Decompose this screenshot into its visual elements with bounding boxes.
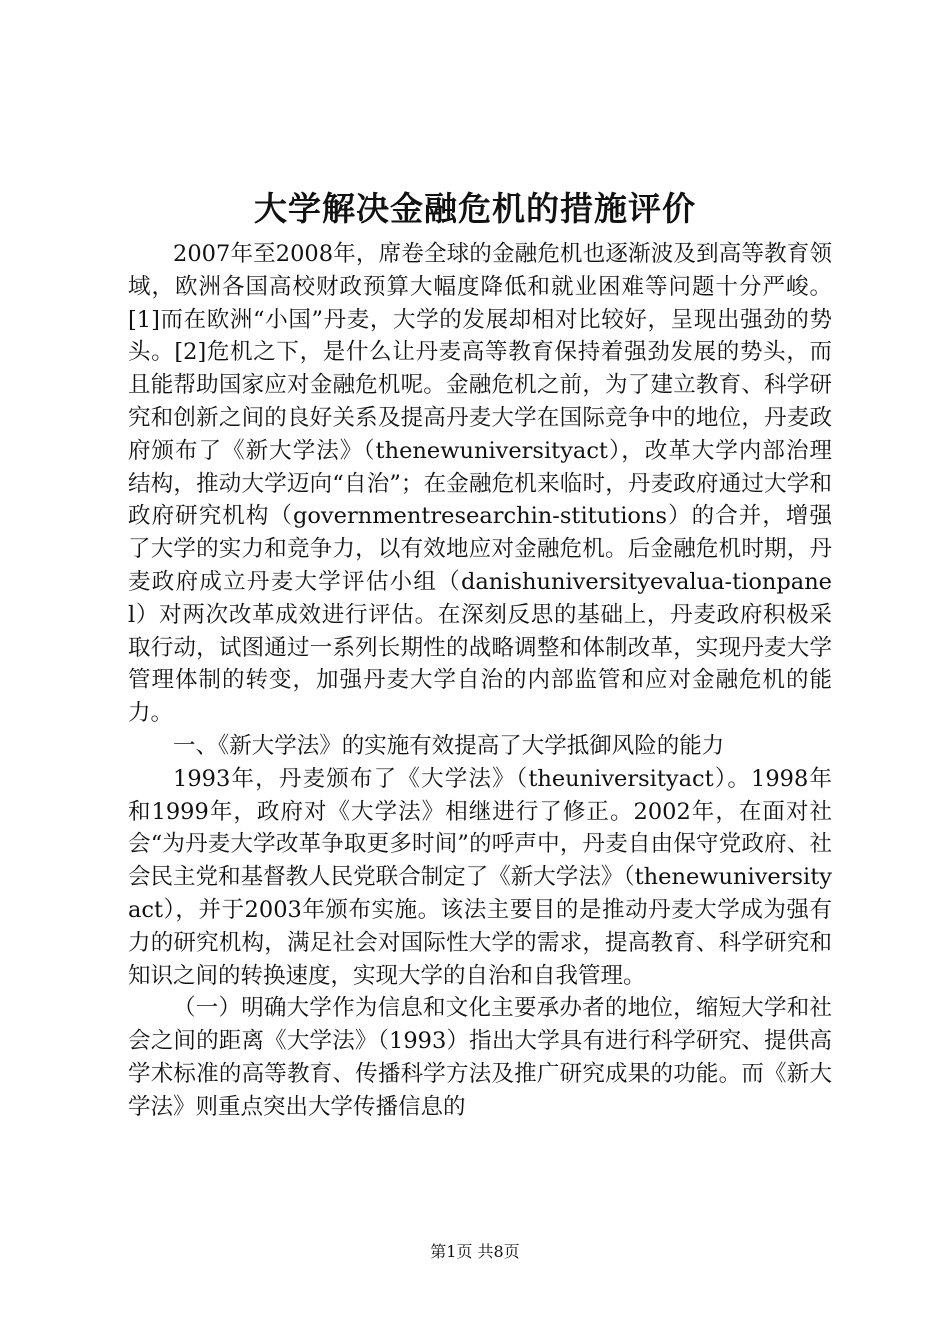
- section-paragraph: 1993年，丹麦颁布了《大学法》（theuniversityact）。1998年和1999年，政府对《大学法》相继进行了修正。2002年，在面对社会“为丹麦大学改革争取更多时间”的呼声中，丹麦自由保守党政府、社会民主党和基督教人民党联合制定了《新大学法》（thenewuniversityact），并于2003年颁布实施。该法主要目的是推动丹麦大学成为强有力的研究机构，满足社会对国际性大学的需求，提高教育、科学研究和知识之间的转换速度，实现大学的自治和自我管理。: [128, 765, 832, 989]
- subsection-paragraph: （一）明确大学作为信息和文化主要承办者的地位，缩短大学和社会之间的距离《大学法》（1993）指出大学具有进行科学研究、提供高学术标准的高等教育、传播科学方法及推广研究成果的功能。而《新大学法》则重点突出大学传播信息的: [128, 995, 832, 1120]
- intro-paragraph: 2007年至2008年，席卷全球的金融危机也逐渐波及到高等教育领域，欧洲各国高校财政预算大幅度降低和就业困难等问题十分严峻。[1]而在欧洲“小国”丹麦，大学的发展却相对比较好，呈现出强劲的势头。[2]危机之下，是什么让丹麦高等教育保持着强劲发展的势头，而且能帮助国家应对金融危机呢。金融危机之前，为了建立教育、科学研究和创新之间的良好关系及提高丹麦大学在国际竞争中的地位，丹麦政府颁布了《新大学法》（thenewuniversityact），改革大学内部治理结构，推动大学迈向“自治”；在金融危机来临时，丹麦政府通过大学和政府研究机构（governmentresearchin-stitutions）的合并，增强了大学的实力和竞争力，以有效地应对金融危机。后金融危机时期，丹麦政府成立丹麦大学评估小组（danishuniversityevalua-tionpanel）对两次改革成效进行评估。在深刻反思的基础上，丹麦政府积极采取行动，试图通过一系列长期性的战略调整和体制改革，实现丹麦大学管理体制的转变，加强丹麦大学自治的内部监管和应对金融危机的能力。: [128, 241, 832, 727]
- page-footer: 第1页 共8页: [430, 1242, 520, 1261]
- document-title: 大学解决金融危机的措施评价: [254, 189, 696, 228]
- document-body: [128, 238, 832, 1124]
- section-heading: 一、《新大学法》的实施有效提高了大学抵御风险的能力: [173, 732, 725, 759]
